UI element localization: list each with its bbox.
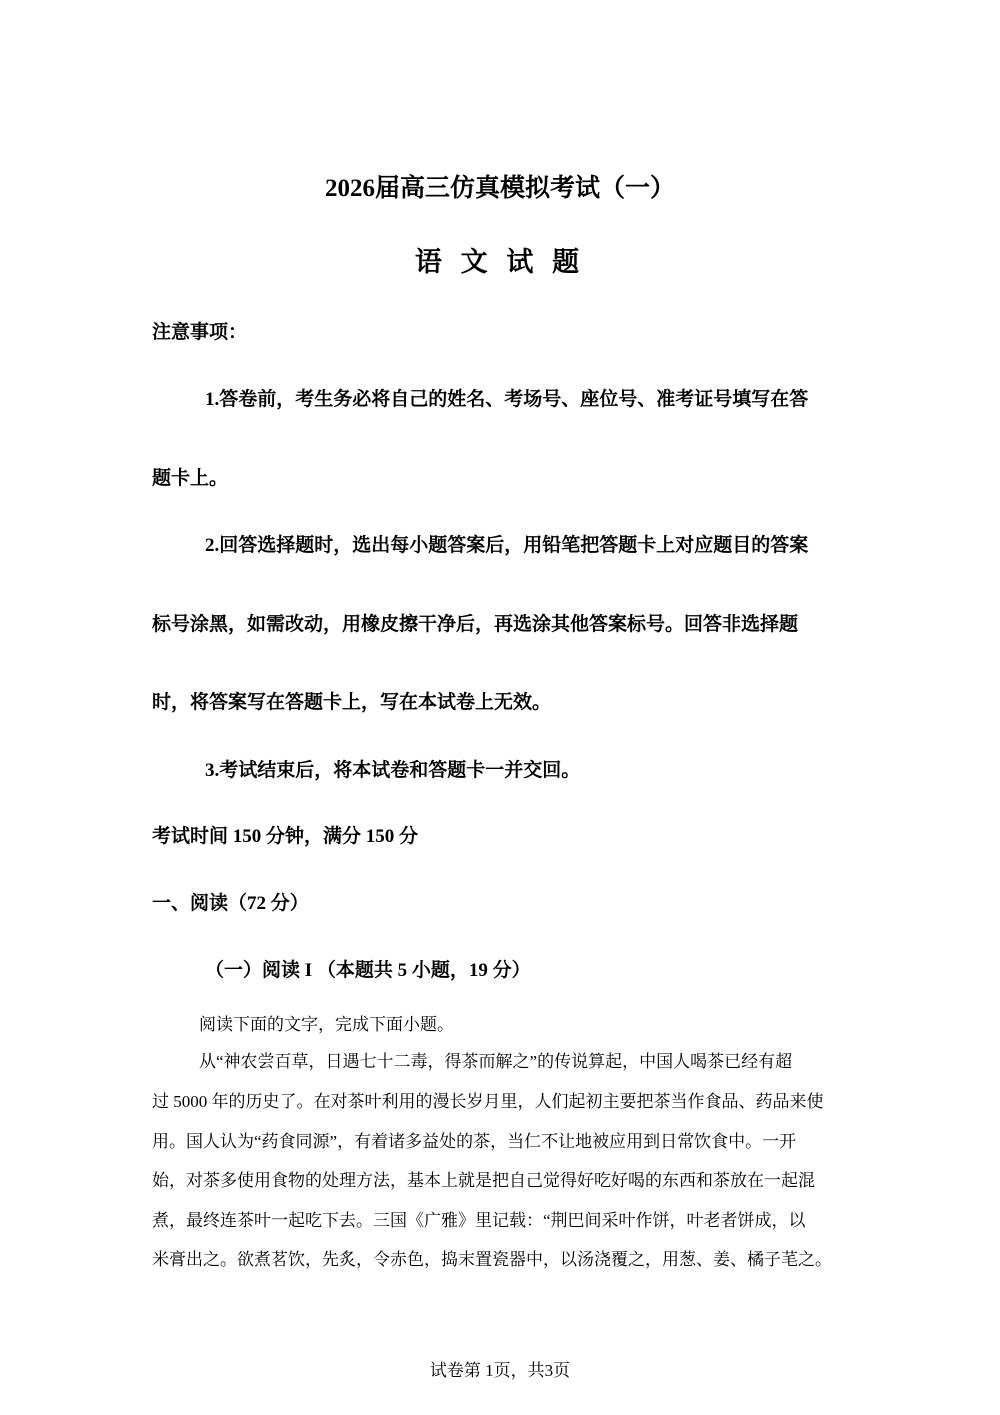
passage-line-2: 过 5000 年的历史了。在对茶叶利用的漫长岁月里，人们起初主要把茶当作食品、药品来使: [152, 1092, 824, 1111]
passage-line-6: 米膏出之。欲煮茗饮，先炙，令赤色，捣末置瓷器中，以汤浇覆之，用葱、姜、橘子芼之。: [152, 1250, 832, 1269]
exam-title: 2026届高三仿真模拟考试（一）: [324, 175, 675, 202]
exam-info: 考试时间 150 分钟，满分 150 分: [152, 826, 419, 847]
passage-line-3: 用。国人认为“药食同源”，有着诸多益处的茶，当仁不让地被应用到日常饮食中。一开: [152, 1132, 797, 1151]
notice-line-6: 3.考试结束后，将本试卷和答题卡一并交回。: [205, 760, 581, 781]
section-heading: 一、阅读（72 分）: [152, 893, 309, 914]
passage-instruction: 阅读下面的文字，完成下面小题。: [199, 1015, 454, 1034]
subject-title: 语 文 试 题: [414, 247, 586, 277]
notice-heading: 注意事项：: [152, 322, 248, 343]
notice-line-1: 1.答卷前，考生务必将自己的姓名、考场号、座位号、准考证号填写在答: [205, 389, 809, 410]
notice-line-2: 题卡上。: [152, 468, 229, 489]
section-subheading: （一）阅读 I （本题共 5 小题，19 分）: [205, 960, 531, 981]
passage-line-1: 从“神农尝百草，日遇七十二毒，得茶而解之”的传说算起，中国人喝茶已经有超: [199, 1052, 793, 1071]
notice-line-3: 2.回答选择题时，选出每小题答案后，用铅笔把答题卡上对应题目的答案: [205, 535, 809, 556]
passage-line-4: 始，对茶多使用食物的处理方法，基本上就是把自己觉得好吃好喝的东西和茶放在一起混: [152, 1171, 815, 1190]
passage-line-5: 煮，最终连茶叶一起吃下去。三国《广雅》里记载：“荆巴间采叶作饼，叶老者饼成，以: [152, 1211, 806, 1230]
notice-line-4: 标号涂黑，如需改动，用橡皮擦干净后，再选涂其他答案标号。回答非选择题: [152, 614, 799, 635]
notice-line-5: 时，将答案写在答题卡上，写在本试卷上无效。: [152, 692, 552, 713]
page-number: 试卷第 1页，共3页: [429, 1361, 571, 1380]
